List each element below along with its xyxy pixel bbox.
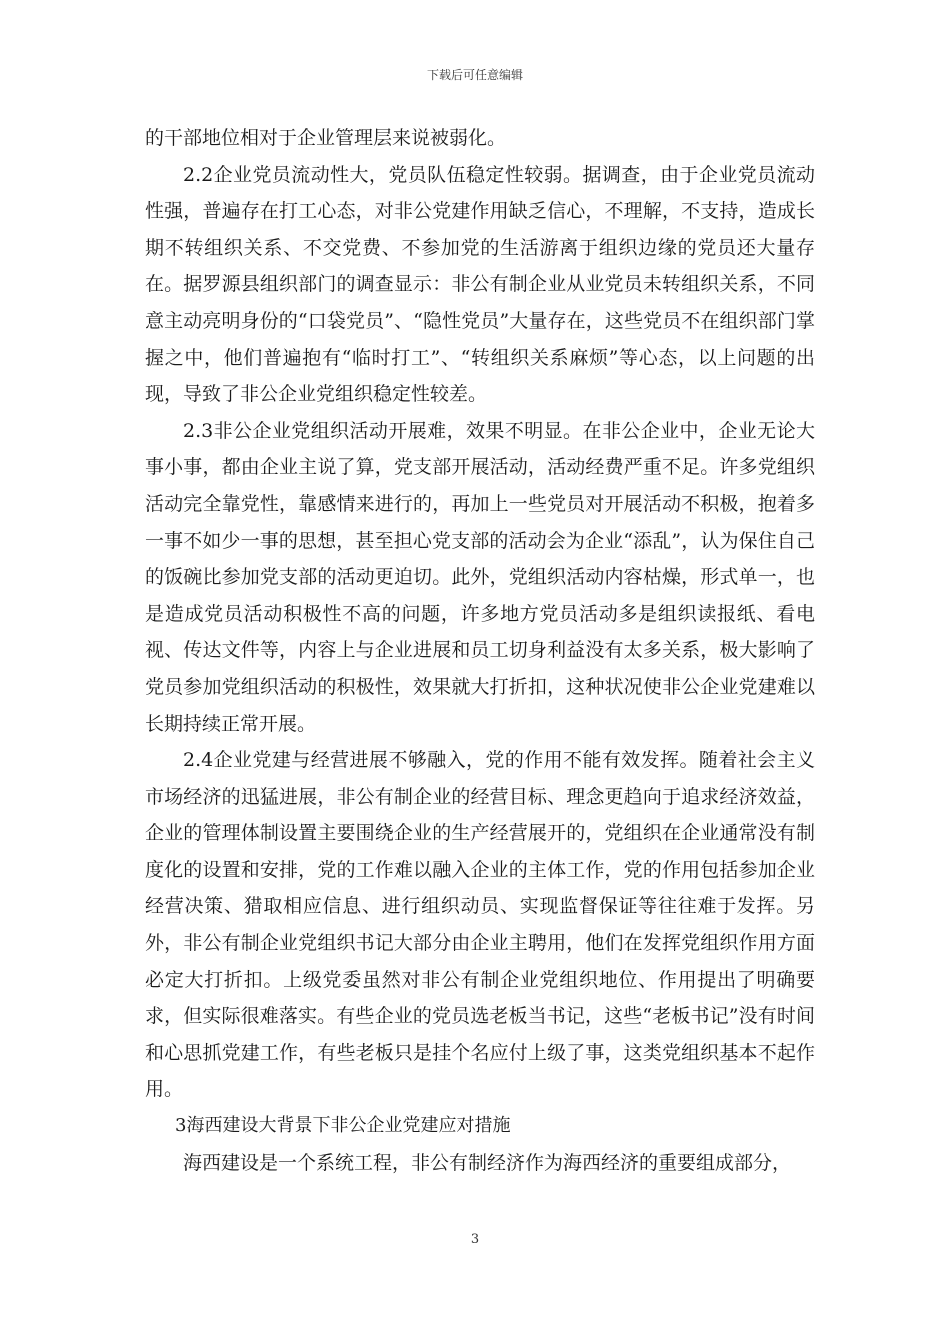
section-heading-3: 3海西建设大背景下非公企业党建应对措施: [175, 1115, 511, 1137]
page-number: 3: [470, 1232, 480, 1247]
header-note: 下载后可任意编辑: [426, 68, 523, 82]
paragraph-2-4: 2.4企业党建与经营进展不够融入，党的作用不能有效发挥。随着社会主义市场经济的迅猛进展，非公有制企业的经营目标、理念更趋向于追求经济效益，企业的管理体制设置主要围绕企业的生产经营展开的，党组织在企业通常没有制度化的设置和安排，党的工作难以融入企业的主体工作，党的作用包括参加企业经营决策、猎取相应信息、进行组织动员、实现监督保证等往往难于发挥。另外，非公有制企业党组织书记大部分由企业主聘用，他们在发挥党组织作用方面必定大打折扣。上级党委虽然对非公有制企业党组织地位、作用提出了明确要求，但实际很难落实。有些企业的党员选老板当书记，这些“老板书记”没有时间和心思抓党建工作，有些老板只是挂个名应付上级了事，这类党组织基本不起作用。: [145, 749, 815, 1101]
paragraph-3-intro: 海西建设是一个系统工程，非公有制经济作为海西经济的重要组成部分，: [183, 1151, 792, 1174]
paragraph-continuation: 的干部地位相对于企业管理层来说被弱化。: [145, 127, 507, 149]
paragraph-2-3: 2.3非公企业党组织活动开展难，效果不明显。在非公企业中，企业无论大事小事，都由企业主说了算，党支部开展活动，活动经费严重不足。许多党组织活动完全靠党性，靠感情来进行的，再加上一些党员对开展活动不积极，抱着多一事不如少一事的思想，甚至担心党支部的活动会为企业“添乱”，认为保住自己的饭碗比参加党支部的活动更迫切。此外，党组织活动内容枯燥，形式单一，也是造成党员活动积极性不高的问题，许多地方党员活动多是组织读报纸、看电视、传达文件等，内容上与企业进展和员工切身利益没有太多关系，极大影响了党员参加党组织活动的积极性，效果就大打折扣，这种状况使非公企业党建难以长期持续正常开展。: [145, 419, 815, 735]
paragraph-2-2: 2.2企业党员流动性大，党员队伍稳定性较弱。据调查，由于企业党员流动性强，普遍存在打工心态，对非公党建作用缺乏信心，不理解，不支持，造成长期不转组织关系、不交党费、不参加党的生活游离于组织边缘的党员还大量存在。据罗源县组织部门的调查显示：非公有制企业从业党员未转组织关系，不同意主动亮明身份的“口袋党员”、“隐性党员”大量存在，这些党员不在组织部门掌握之中，他们普遍抱有“临时打工”、“转组织关系麻烦”等心态，以上问题的出现，导致了非公企业党组织稳定性较差。: [145, 163, 815, 406]
document-body: [145, 120, 815, 1181]
